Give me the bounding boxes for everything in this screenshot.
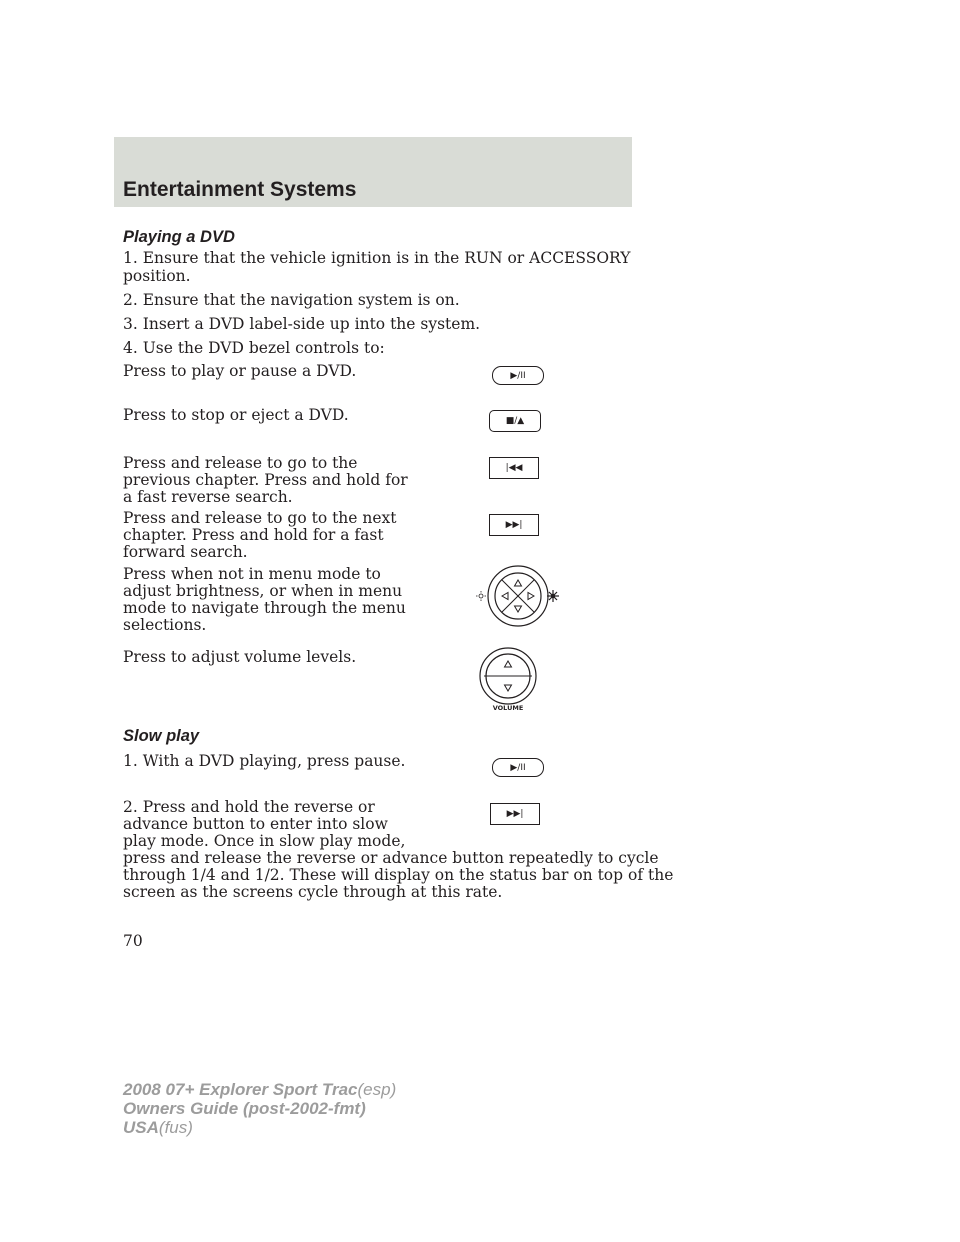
skip-forward-icon: ▶▶| — [505, 520, 523, 530]
play-pause-icon: ▶/II — [510, 370, 526, 381]
stop-eject-button[interactable] — [489, 410, 541, 432]
navigation-pad[interactable] — [476, 565, 560, 629]
volume-label: VOLUME — [492, 704, 524, 712]
stop-eject-description: Press to stop or eject a DVD. — [123, 406, 349, 424]
volume-knob[interactable] — [476, 646, 540, 712]
step-2: 2. Ensure that the navigation system is on. — [123, 291, 460, 309]
footer-vehicle: 2008 07+ Explorer Sport Trac — [123, 1080, 358, 1099]
skip-forward-icon: ▶▶| — [506, 809, 524, 819]
navigate-line-1: Press when not in menu mode to — [123, 565, 381, 583]
section-title: Entertainment Systems — [123, 178, 357, 201]
footer-vehicle-code: (esp) — [357, 1080, 397, 1099]
footer-market-code: (fus) — [158, 1118, 193, 1137]
play-pause-description: Press to play or pause a DVD. — [123, 362, 357, 380]
navigate-line-3: mode to navigate through the menu — [123, 599, 406, 617]
previous-chapter-line-1: Press and release to go to the — [123, 454, 358, 472]
play-pause-icon: ▶/II — [510, 762, 526, 773]
slow-play-step-2-line-4: press and release the reverse or advance button repeatedly to cycle — [123, 849, 659, 867]
previous-chapter-line-2: previous chapter. Press and hold for — [123, 471, 408, 489]
next-chapter-button[interactable] — [489, 514, 539, 536]
volume-description: Press to adjust volume levels. — [123, 648, 357, 666]
previous-chapter-line-3: a fast reverse search. — [123, 488, 293, 506]
step-4: 4. Use the DVD bezel controls to: — [123, 339, 385, 357]
slow-play-step-2-line-6: screen as the screens cycle through at this rate. — [123, 883, 503, 901]
brightness-low-icon — [476, 591, 486, 601]
next-chapter-line-3: forward search. — [123, 543, 248, 561]
brightness-high-icon — [547, 590, 559, 602]
slow-play-step-2-line-1: 2. Press and hold the reverse or — [123, 798, 375, 816]
slow-play-step-2-line-3: play mode. Once in slow play mode, — [123, 832, 406, 850]
slow-play-step-2-line-5: through 1/4 and 1/2. These will display on the status bar on top of the — [123, 866, 674, 884]
step-3: 3. Insert a DVD label-side up into the system. — [123, 315, 481, 333]
previous-chapter-button[interactable] — [489, 457, 539, 479]
navigate-line-4: selections. — [123, 616, 207, 634]
stop-eject-icon: ■/▲ — [505, 416, 525, 426]
skip-back-icon: |◀◀ — [505, 463, 523, 473]
next-chapter-line-1: Press and release to go to the next — [123, 509, 397, 527]
slow-play-step-2-line-2: advance button to enter into slow — [123, 815, 388, 833]
slow-play-heading: Slow play — [123, 727, 200, 745]
footer-line-3 — [123, 1118, 396, 1137]
slow-play-advance-button[interactable] — [490, 803, 540, 825]
step-1-line-1: 1. Ensure that the vehicle ignition is in the RUN or ACCESSORY — [123, 249, 631, 267]
slow-play-pause-button[interactable] — [492, 758, 544, 777]
document-footer — [123, 1080, 396, 1137]
navigate-line-2: adjust brightness, or when in menu — [123, 582, 403, 600]
page-number: 70 — [123, 932, 143, 950]
footer-guide: Owners Guide (post-2002-fmt) — [123, 1099, 366, 1118]
step-1-line-2: position. — [123, 267, 191, 285]
footer-line-1 — [123, 1080, 396, 1099]
slow-play-step-1: 1. With a DVD playing, press pause. — [123, 752, 406, 770]
playing-dvd-heading: Playing a DVD — [123, 228, 235, 246]
footer-line-2 — [123, 1099, 396, 1118]
next-chapter-line-2: chapter. Press and hold for a fast — [123, 526, 384, 544]
play-pause-button[interactable] — [492, 366, 544, 385]
footer-market: USA — [123, 1118, 159, 1137]
